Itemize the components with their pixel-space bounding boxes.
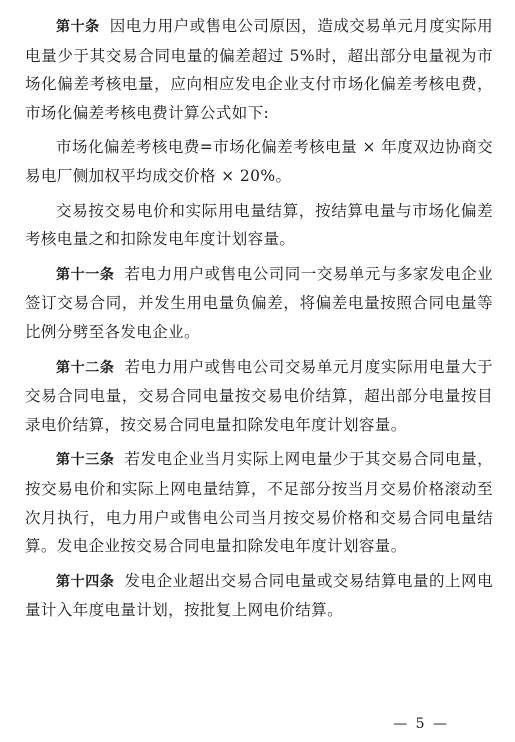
article-11: [25, 260, 493, 347]
article-text: 发电企业超出交易合同电量或交易结算电量的上网电量计入年度电量计划，按批复上网电价结算。: [25, 571, 494, 620]
settlement-paragraph: [25, 197, 493, 254]
document-body: [25, 12, 493, 631]
article-text: 因电力用户或售电公司原因，造成交易单元月度实际用电量少于其交易合同电量的偏差超过 5%时，超出部分电量视为市场化偏差考核电量，应向相应发电企业支付市场化偏差考核电费，市场化偏差考核电费计算公式如下:: [25, 17, 493, 122]
article-10: [25, 12, 493, 127]
article-number: 第十三条: [56, 452, 115, 469]
paragraph-text: 市场化偏差考核电费=市场化偏差考核电量 × 年度双边协商交易电厂侧加权平均成交价格 × 20%。: [25, 138, 493, 185]
article-number: 第十二条: [56, 359, 115, 376]
article-number: 第十一条: [56, 266, 115, 283]
article-14: [25, 567, 493, 625]
article-12: [25, 353, 493, 440]
article-text: 若电力用户或售电公司同一交易单元与多家发电企业签订交易合同，并发生用电量负偏差，将偏差电量按照合同电量等比例分劈至各发电企业。: [25, 264, 494, 341]
article-number: 第十四条: [56, 573, 115, 590]
article-text: 若电力用户或售电公司交易单元月度实际用电量大于交易合同电量，交易合同电量按交易电价结算，超出部分电量按目录电价结算，按交易合同电量扣除发电年度计划容量。: [25, 357, 494, 434]
page-number: — 5 —: [393, 716, 449, 732]
article-text: 若发电企业当月实际上网电量少于其交易合同电量，按交易电价和实际上网电量结算，不足部分按当月交易价格滚动至次月执行，电力用户或售电公司当月按交易价格和交易合同电量结算。发电企业按交易合同电量扣除发电年度计划容量。: [25, 450, 494, 556]
formula-paragraph: [25, 133, 493, 190]
article-13: [25, 445, 493, 560]
article-number: 第十条: [56, 19, 100, 35]
paragraph-text: 交易按交易电价和实际用电量结算，按结算电量与市场化偏差考核电量之和扣除发电年度计划容量。: [25, 201, 493, 249]
